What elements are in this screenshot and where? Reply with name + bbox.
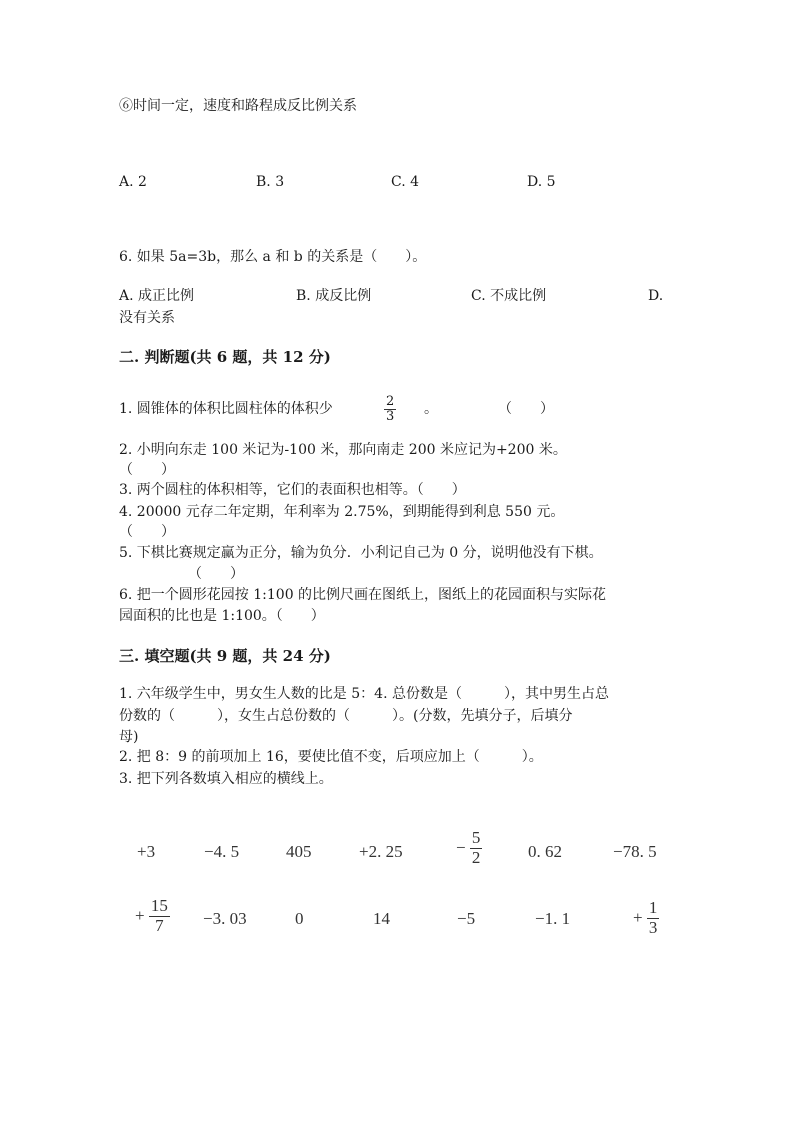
- s2-q1-frac-den: 3: [386, 409, 395, 425]
- frac-sign: −: [456, 837, 466, 857]
- number-minus-78-5: −78. 5: [613, 842, 657, 861]
- frac-num: 15: [150, 896, 168, 915]
- s2-q5-text: 5. 下棋比赛规定赢为正分，输为负分．小利记自己为 0 分，说明他没有下棋。: [119, 545, 603, 561]
- s2-q4-text: 4. 20000 元存二年定期，年利率为 2.75%，到期能得到利息 550 元。: [119, 504, 565, 520]
- number-14: 14: [373, 909, 390, 928]
- number-405: 405: [286, 842, 312, 861]
- s3-q1-line3: 母): [119, 729, 139, 745]
- frac-num: 1: [648, 898, 658, 917]
- number-plus-3: +3: [137, 842, 156, 861]
- q6-option-d-text: 没有关系: [119, 310, 175, 326]
- q5-option-a[interactable]: A. 2: [119, 174, 147, 190]
- frac-den: 7: [155, 915, 164, 935]
- number-0: 0: [295, 909, 304, 928]
- s2-q1-frac-num: 2: [386, 394, 395, 409]
- q6-option-c[interactable]: C. 不成比例: [471, 288, 547, 304]
- q5-option-d[interactable]: D. 5: [527, 174, 556, 190]
- s2-q1-fraction: [384, 395, 396, 425]
- s2-q4-blank[interactable]: （ ）: [119, 524, 175, 540]
- number-minus-1-1: −1. 1: [535, 909, 571, 928]
- s2-q2-text: 2. 小明向东走 100 米记为-100 米，那向南走 200 米应记为+200 米。: [119, 442, 567, 458]
- q5-statement-6: ⑥时间一定，速度和路程成反比例关系: [119, 98, 357, 114]
- s2-q5-blank[interactable]: （ ）: [188, 566, 244, 582]
- number-minus-5-over-2: [456, 829, 482, 867]
- section2-title: 二. 判断题(共 6 题，共 12 分): [119, 348, 331, 366]
- frac-den: 2: [471, 847, 481, 867]
- s3-q2: 2. 把 8：9 的前项加上 16，要使比值不变，后项应加上（ ）。: [119, 749, 543, 765]
- number-plus-1-over-3: [633, 899, 659, 937]
- s3-q3: 3. 把下列各数填入相应的横线上。: [119, 771, 333, 787]
- s2-q3: 3. 两个圆柱的体积相等，它们的表面积也相等。（ ）: [119, 482, 466, 498]
- number-minus-3-03: −3. 03: [203, 909, 247, 928]
- number-minus-4-5: −4. 5: [204, 842, 240, 861]
- s2-q1-text: 1. 圆锥体的体积比圆柱体的体积少: [119, 401, 333, 417]
- q6-option-d[interactable]: D.: [648, 288, 664, 304]
- frac-sign: +: [135, 905, 145, 925]
- q6-option-a[interactable]: A. 成正比例: [119, 288, 195, 304]
- number-plus-2-25: +2. 25: [359, 842, 403, 861]
- frac-sign: +: [633, 907, 643, 927]
- section3-title: 三. 填空题(共 9 题，共 24 分): [119, 647, 331, 665]
- frac-num: 5: [471, 828, 481, 847]
- frac-den: 3: [648, 917, 658, 937]
- s3-q1-line2: 份数的（ ），女生占总份数的（ ）。(分数，先填分子，后填分: [119, 708, 573, 724]
- s2-q1-blank[interactable]: （ ）: [498, 401, 554, 417]
- number-minus-5: −5: [457, 909, 476, 928]
- q5-option-c[interactable]: C. 4: [391, 174, 420, 190]
- number-plus-15-over-7: [135, 897, 170, 935]
- s2-q2-blank[interactable]: （ ）: [119, 462, 175, 478]
- q5-option-b[interactable]: B. 3: [256, 174, 285, 190]
- s2-q6-line1: 6. 把一个圆形花园按 1:100 的比例尺画在图纸上，图纸上的花园面积与实际花: [119, 587, 607, 603]
- s2-q1-period: 。: [424, 401, 438, 417]
- s2-q6-line2: 园面积的比也是 1:100。（ ）: [119, 608, 325, 624]
- q6-stem: 6. 如果 5a=3b，那么 a 和 b 的关系是（ ）。: [119, 249, 427, 265]
- number-0-62: 0. 62: [528, 842, 562, 861]
- s3-q1-line1: 1. 六年级学生中，男女生人数的比是 5：4. 总份数是（ ），其中男生占总: [119, 686, 609, 702]
- q6-option-b[interactable]: B. 成反比例: [296, 288, 372, 304]
